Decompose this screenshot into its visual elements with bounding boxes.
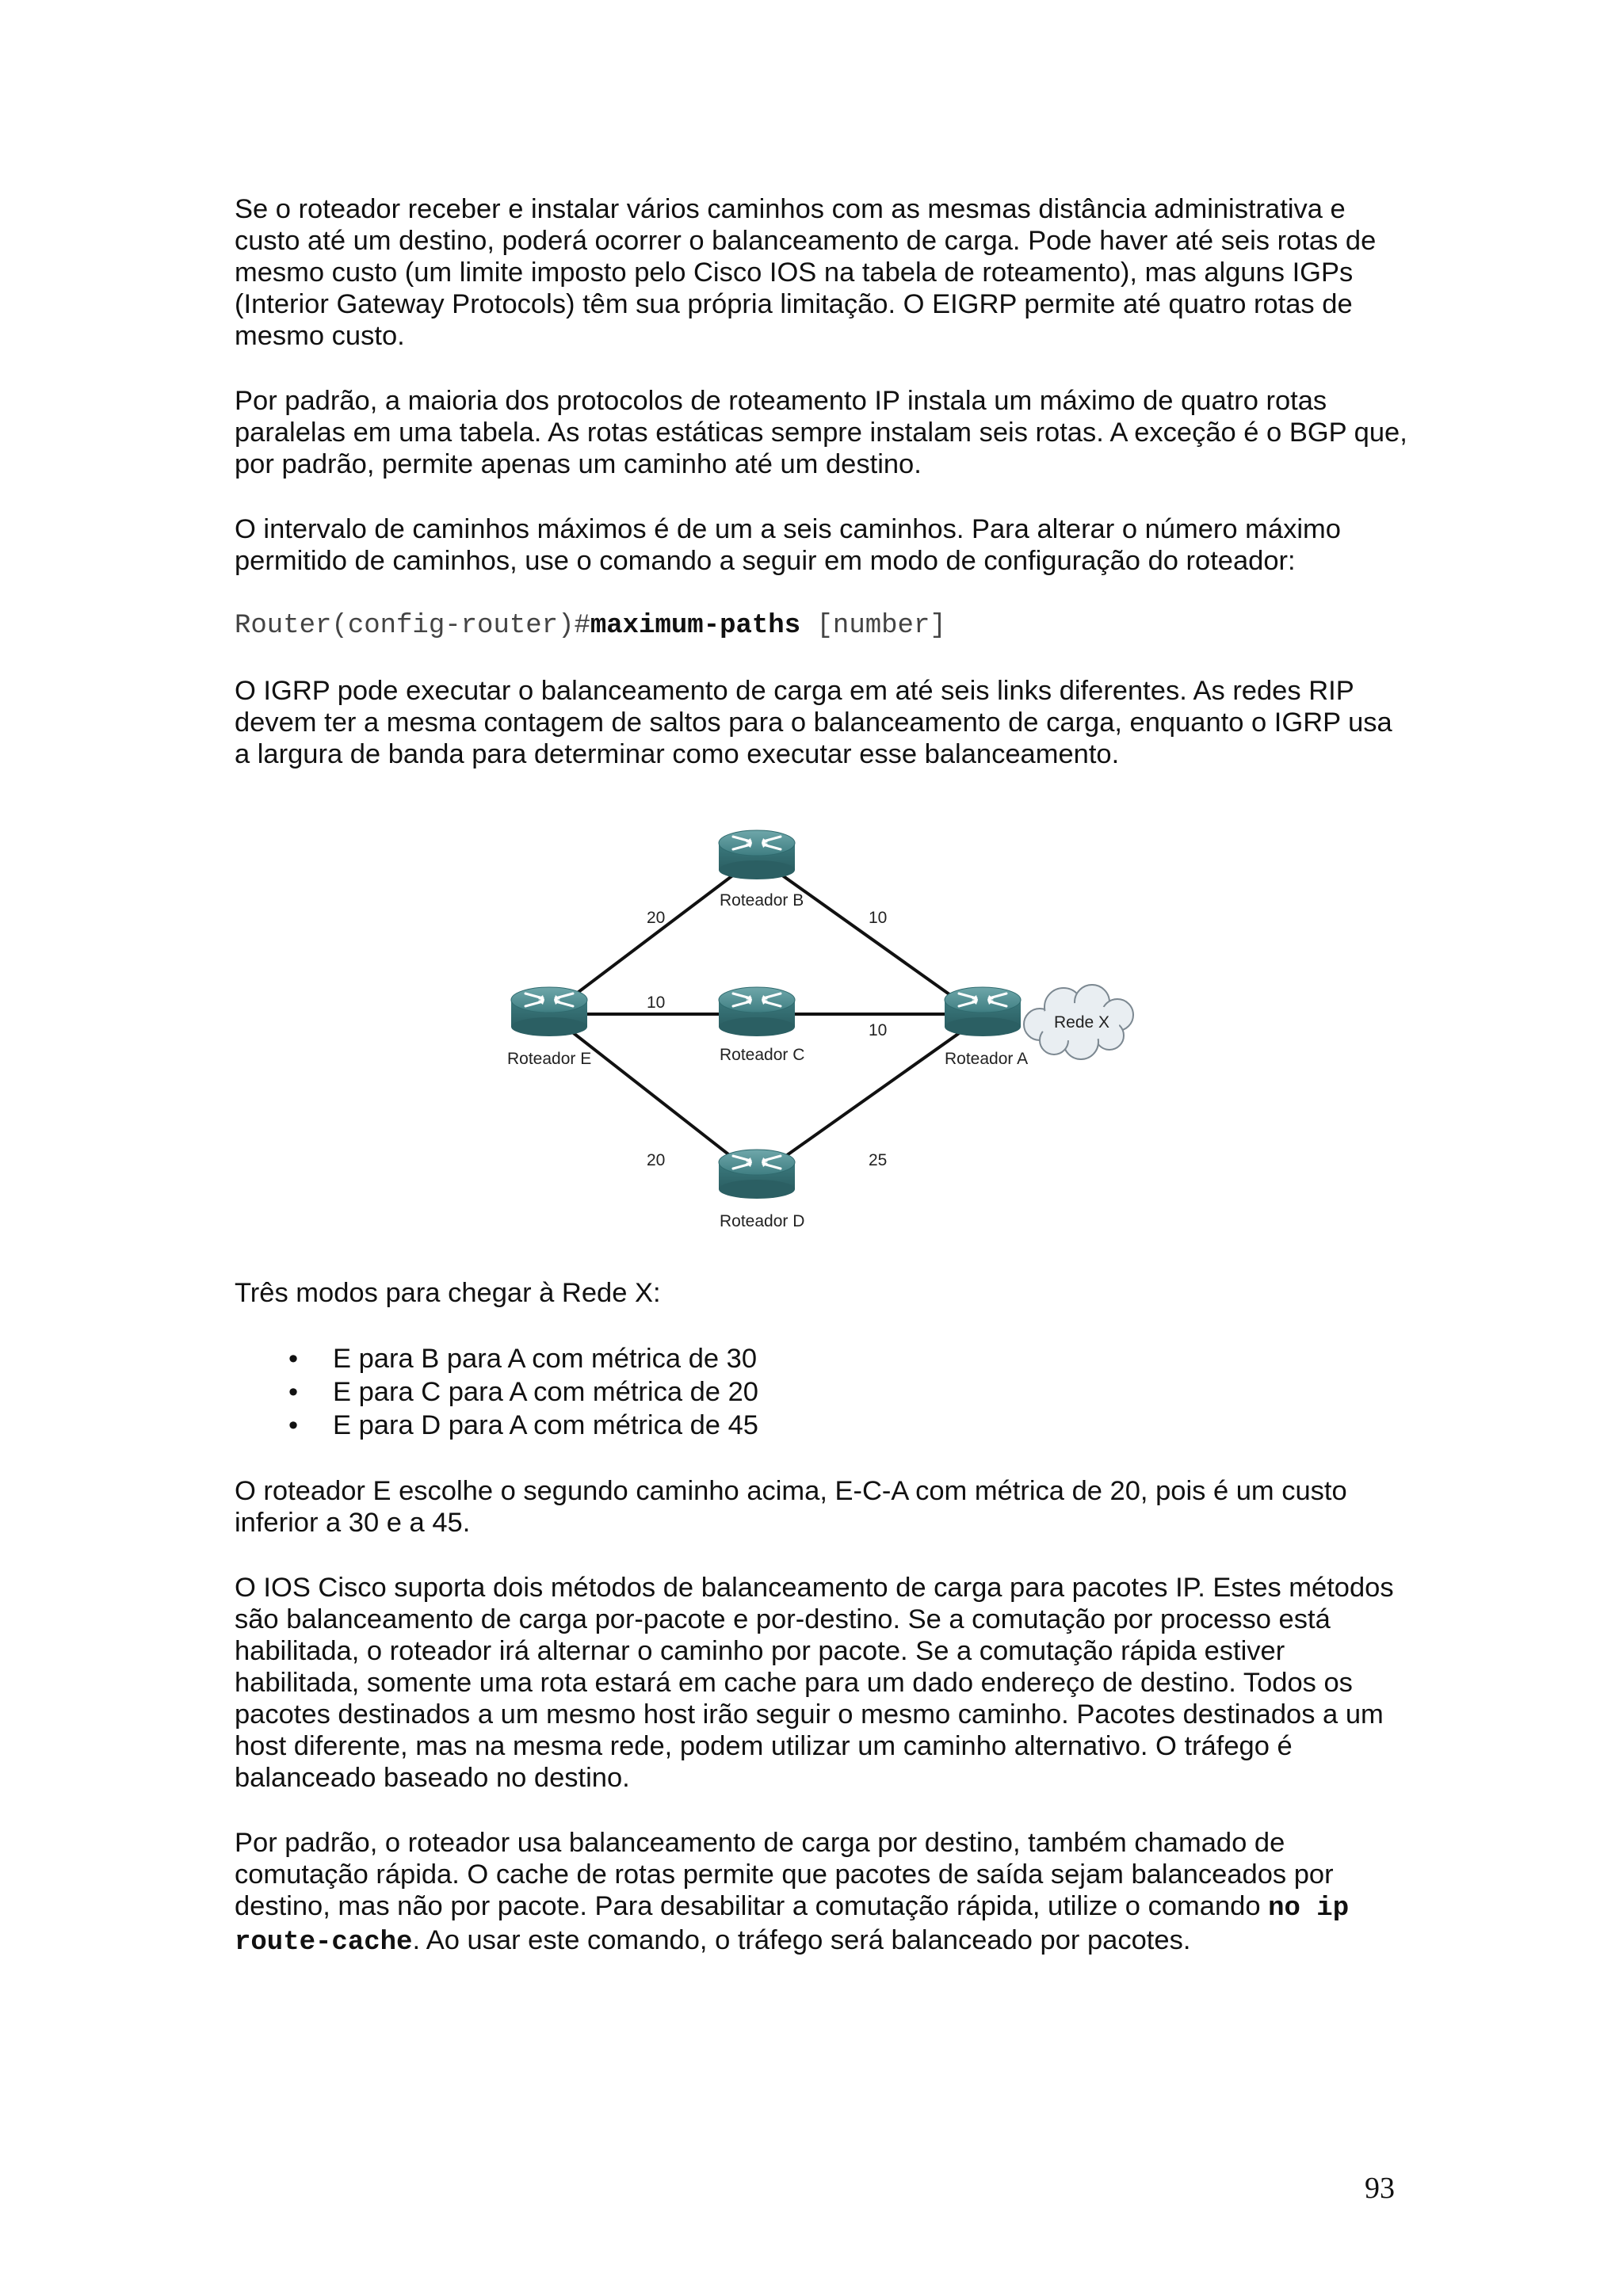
- list-item: [235, 1342, 1407, 1375]
- router-label-c: Roteador C: [720, 1046, 805, 1064]
- command-keyword: maximum-paths: [590, 611, 801, 641]
- paragraph-text: . Ao usar este comando, o tráfego será balanceado por pacotes.: [412, 1925, 1191, 1955]
- list-item-text: E para C para A com métrica de 20: [333, 1377, 758, 1407]
- command-prompt: Router(config-router)#: [235, 611, 590, 641]
- router-label-a: Roteador A: [945, 1050, 1029, 1068]
- list-item: [235, 1375, 1407, 1409]
- bullet-marker: •: [288, 1344, 299, 1374]
- paragraph-three-ways: Três modos para chegar à Rede X:: [235, 1278, 661, 1308]
- inline-command: no ip route-cache: [235, 1894, 1350, 1958]
- paragraph-text: Por padrão, o roteador usa balanceamento de carga por destino, também chamado de comutação rápida. O cache de rotas permite que pacotes de saída sejam balanceados por destino, mas não por pacote. Para desabilitar a comutação rápida, utilize o comando: [235, 1828, 1334, 1921]
- command-line: [235, 610, 1407, 642]
- list-item: [235, 1409, 1407, 1442]
- network-diagram: [491, 812, 1149, 1252]
- metric-d-a: 25: [869, 1151, 888, 1169]
- bullet-marker: •: [288, 1410, 299, 1440]
- router-icon: [945, 987, 1021, 1036]
- paragraph-chosen-path: O roteador E escolhe o segundo caminho acima, E-C-A com métrica de 20, pois é um custo inferior a 30 e a 45.: [235, 1476, 1347, 1538]
- router-icon: [511, 987, 587, 1036]
- list-item-text: E para D para A com métrica de 45: [333, 1410, 758, 1440]
- list-item-text: E para B para A com métrica de 30: [333, 1344, 758, 1374]
- path-list: [235, 1342, 1407, 1442]
- paragraph-fast-switching: [235, 1827, 1407, 1958]
- metric-e-c: 10: [647, 994, 666, 1012]
- metric-e-d: 20: [647, 1151, 666, 1169]
- paragraph-default-routes: Por padrão, a maioria dos protocolos de roteamento IP instala um máximo de quatro rotas paralelas em uma tabela. As rotas estáticas sempre instalam seis rotas. A exceção é o BGP que, por padrão, permite apenas um caminho até um destino.: [235, 386, 1407, 479]
- router-icon: [719, 1150, 795, 1199]
- paragraph-max-paths: O intervalo de caminhos máximos é de um a seis caminhos. Para alterar o número máximo permitido de caminhos, use o comando a seguir em modo de configuração do roteador:: [235, 514, 1341, 576]
- link-e-b: [549, 857, 757, 1014]
- page-number: 93: [1365, 2172, 1395, 2205]
- router-label-b: Roteador B: [720, 891, 804, 910]
- command-argument: [number]: [800, 611, 946, 641]
- metric-c-a: 10: [869, 1021, 888, 1039]
- paragraph-load-balancing-methods: O IOS Cisco suporta dois métodos de balanceamento de carga para pacotes IP. Estes métodos são balanceamento de carga por-pacote e por-destino. Se a comutação por processo está habilitada, o roteador irá alternar o caminho por pacote. Se a comutação rápida estiver habilitada, somente uma rota estará em cache para um dado endereço de destino. Todos os pacotes destinados a um mesmo host irão seguir o mesmo caminho. Pacotes destinados a um host diferente, mas na mesma rede, podem utilizar um caminho alternativo. O tráfego é balanceado baseado no destino.: [235, 1573, 1394, 1793]
- metric-e-b: 20: [647, 909, 666, 927]
- router-icon: [719, 830, 795, 879]
- paragraph-igrp: O IGRP pode executar o balanceamento de carga em até seis links diferentes. As redes RIP devem ter a mesma contagem de saltos para o balanceamento de carga, enquanto o IGRP usa a largura de banda para determinar como executar esse balanceamento.: [235, 676, 1392, 769]
- metric-b-a: 10: [869, 909, 888, 927]
- router-label-e: Roteador E: [507, 1050, 592, 1068]
- router-label-d: Roteador D: [720, 1212, 805, 1230]
- network-label: Rede X: [1054, 1013, 1110, 1032]
- router-icon: [719, 987, 795, 1036]
- paragraph-equal-cost: Se o roteador receber e instalar vários caminhos com as mesmas distância administrativa e custo até um destino, poderá ocorrer o balanceamento de carga. Pode haver até seis rotas de mesmo custo (um limite imposto pelo Cisco IOS na tabela de roteamento), mas alguns IGPs (Interior Gateway Protocols) têm sua própria limitação. O EIGRP permite até quatro rotas de mesmo custo.: [235, 194, 1377, 351]
- bullet-marker: •: [288, 1377, 299, 1407]
